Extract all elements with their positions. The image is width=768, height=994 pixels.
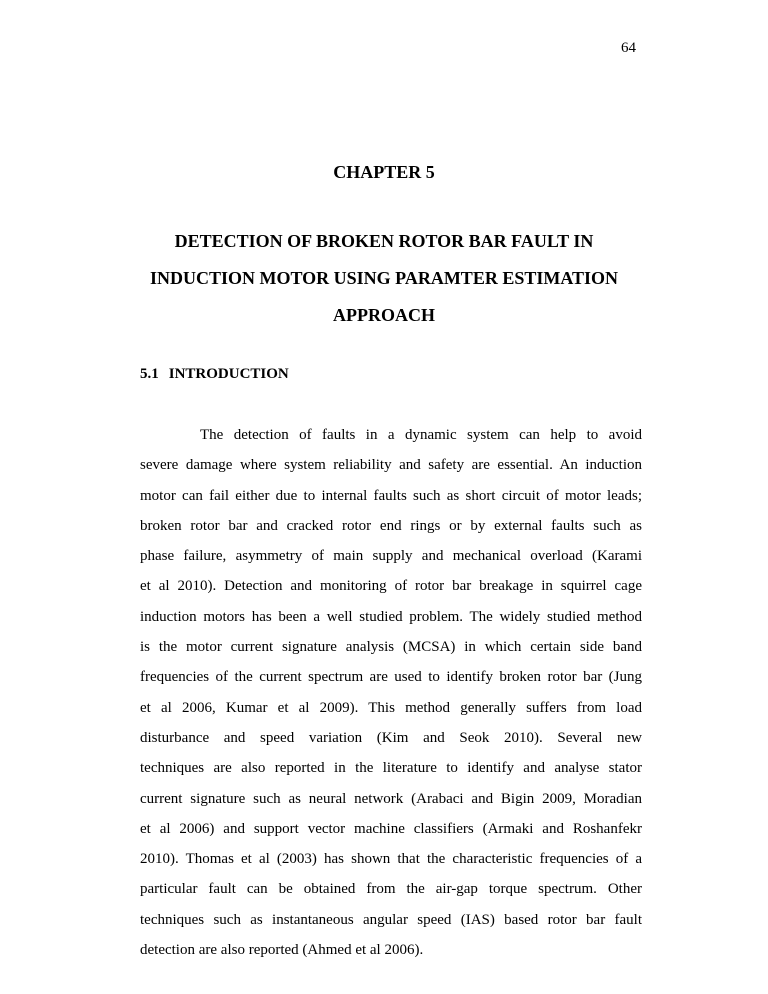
paragraph-line: current signature such as neural network (Arabaci and Bigin 2009, Moradian	[140, 790, 642, 807]
paragraph-line: et al 2006) and support vector machine classifiers (Armaki and Roshanfekr	[140, 820, 642, 837]
paragraph-line: is the motor current signature analysis (MCSA) in which certain side band	[140, 639, 642, 656]
paragraph-line: frequencies of the current spectrum are used to identify broken rotor bar (Jung	[140, 669, 642, 686]
paragraph-line: et al 2010). Detection and monitoring of rotor bar breakage in squirrel cage	[140, 578, 642, 595]
chapter-title	[110, 223, 658, 334]
chapter-label: CHAPTER 5	[333, 162, 435, 182]
paragraph-line: The detection of faults in a dynamic system can help to avoid	[200, 427, 642, 443]
paragraph-line: et al 2006, Kumar et al 2009). This method generally suffers from load	[140, 699, 642, 716]
paragraph-line: broken rotor bar and cracked rotor end rings or by external faults such as	[140, 517, 642, 534]
section-title: INTRODUCTION	[168, 366, 289, 382]
paragraph-line: 2010). Thomas et al (2003) has shown that the characteristic frequencies of a	[140, 851, 642, 868]
page-number: 64	[621, 40, 636, 56]
paragraph-line: particular fault can be obtained from the air-gap torque spectrum. Other	[140, 881, 642, 898]
paragraph-line: motor can fail either due to internal faults such as short circuit of motor leads;	[140, 487, 642, 504]
paragraph-line: severe damage where system reliability and safety are essential. An induction	[140, 457, 642, 474]
paragraph-line: detection are also reported (Ahmed et al 2006).	[140, 942, 424, 959]
section-heading	[140, 366, 289, 383]
paragraph-line: induction motors has been a well studied problem. The widely studied method	[140, 608, 642, 625]
introduction-paragraph	[140, 420, 642, 965]
chapter-title-line: APPROACH	[333, 305, 435, 325]
paragraph-line: techniques such as instantaneous angular speed (IAS) based rotor bar fault	[140, 911, 642, 928]
chapter-title-line: INDUCTION MOTOR USING PARAMTER ESTIMATION	[149, 268, 619, 288]
section-number: 5.1	[140, 366, 159, 382]
chapter-title-line: DETECTION OF BROKEN ROTOR BAR FAULT IN	[174, 231, 594, 251]
paragraph-line: disturbance and speed variation (Kim and Seok 2010). Several new	[140, 729, 642, 746]
paragraph-line: phase failure, asymmetry of main supply and mechanical overload (Karami	[140, 548, 642, 565]
paragraph-line: techniques are also reported in the literature to identify and analyse stator	[140, 760, 642, 777]
